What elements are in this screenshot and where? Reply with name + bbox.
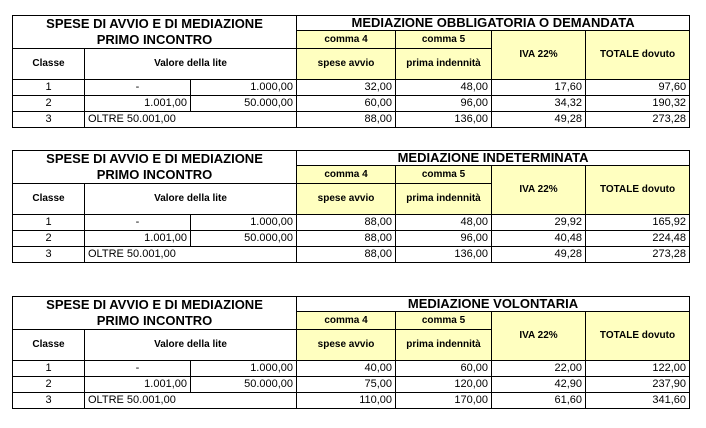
comma4-header: comma 4 xyxy=(297,312,396,330)
table-row xyxy=(13,231,690,247)
iva-cell: 49,28 xyxy=(492,247,586,263)
valore-a-cell: 1.000,00 xyxy=(191,80,297,96)
spese-avvio-header: spese avvio xyxy=(297,49,396,80)
comma4-header: comma 4 xyxy=(297,31,396,49)
table-row xyxy=(13,247,690,263)
comma4-header: comma 4 xyxy=(297,166,396,184)
classe-header: Classe xyxy=(13,49,85,80)
valore-oltre-cell: OLTRE 50.001,00 xyxy=(85,393,297,409)
valore-a-cell: 50.000,00 xyxy=(191,377,297,393)
classe-cell: 1 xyxy=(13,215,85,231)
valore-lite-header: Valore della lite xyxy=(85,184,297,215)
valore-da-cell: - xyxy=(85,215,191,231)
valore-lite-header: Valore della lite xyxy=(85,49,297,80)
iva-cell: 61,60 xyxy=(492,393,586,409)
prima-indennita-header: prima indennità xyxy=(396,184,492,215)
classe-cell: 2 xyxy=(13,231,85,247)
left-header-line1: SPESE DI AVVIO E DI MEDIAZIONE xyxy=(46,151,263,166)
table-title: MEDIAZIONE OBBLIGATORIA O DEMANDATA xyxy=(297,16,690,31)
valore-da-cell: - xyxy=(85,80,191,96)
table-row xyxy=(13,393,690,409)
left-header-line1: SPESE DI AVVIO E DI MEDIAZIONE xyxy=(46,297,263,312)
totale-cell: 97,60 xyxy=(586,80,690,96)
indennita-cell: 48,00 xyxy=(396,80,492,96)
totale-cell: 190,32 xyxy=(586,96,690,112)
valore-a-cell: 1.000,00 xyxy=(191,361,297,377)
spese-cell: 88,00 xyxy=(297,112,396,128)
indennita-cell: 60,00 xyxy=(396,361,492,377)
table-mediazione-indeterminata xyxy=(12,150,690,263)
classe-header: Classe xyxy=(13,184,85,215)
classe-cell: 3 xyxy=(13,247,85,263)
left-header xyxy=(13,151,297,184)
valore-lite-header: Valore della lite xyxy=(85,330,297,361)
totale-cell: 224,48 xyxy=(586,231,690,247)
valore-da-cell: - xyxy=(85,361,191,377)
prima-indennita-header: prima indennità xyxy=(396,49,492,80)
table-row xyxy=(13,361,690,377)
valore-da-cell: 1.001,00 xyxy=(85,377,191,393)
comma5-header: comma 5 xyxy=(396,166,492,184)
table-mediazione-obbligatoria xyxy=(12,15,690,128)
spese-cell: 40,00 xyxy=(297,361,396,377)
iva-cell: 40,48 xyxy=(492,231,586,247)
iva-cell: 17,60 xyxy=(492,80,586,96)
prima-indennita-header: prima indennità xyxy=(396,330,492,361)
valore-da-cell: 1.001,00 xyxy=(85,96,191,112)
indennita-cell: 48,00 xyxy=(396,215,492,231)
iva-cell: 22,00 xyxy=(492,361,586,377)
iva-header: IVA 22% xyxy=(492,31,586,80)
valore-oltre-cell: OLTRE 50.001,00 xyxy=(85,247,297,263)
totale-cell: 273,28 xyxy=(586,247,690,263)
classe-header: Classe xyxy=(13,330,85,361)
valore-da-cell: 1.001,00 xyxy=(85,231,191,247)
left-header-line2: PRIMO INCONTRO xyxy=(96,167,213,182)
valore-a-cell: 1.000,00 xyxy=(191,215,297,231)
totale-cell: 165,92 xyxy=(586,215,690,231)
left-header-line2: PRIMO INCONTRO xyxy=(96,313,213,328)
totale-cell: 273,28 xyxy=(586,112,690,128)
valore-oltre-cell: OLTRE 50.001,00 xyxy=(85,112,297,128)
left-header xyxy=(13,297,297,330)
spese-cell: 32,00 xyxy=(297,80,396,96)
left-header-line1: SPESE DI AVVIO E DI MEDIAZIONE xyxy=(46,16,263,31)
spese-avvio-header: spese avvio xyxy=(297,184,396,215)
iva-header: IVA 22% xyxy=(492,312,586,361)
table-row xyxy=(13,80,690,96)
table-title: MEDIAZIONE INDETERMINATA xyxy=(297,151,690,166)
spese-cell: 75,00 xyxy=(297,377,396,393)
valore-a-cell: 50.000,00 xyxy=(191,96,297,112)
left-header xyxy=(13,16,297,49)
comma5-header: comma 5 xyxy=(396,31,492,49)
indennita-cell: 170,00 xyxy=(396,393,492,409)
spese-avvio-header: spese avvio xyxy=(297,330,396,361)
table-mediazione-volontaria xyxy=(12,296,690,409)
classe-cell: 2 xyxy=(13,377,85,393)
spese-cell: 88,00 xyxy=(297,215,396,231)
indennita-cell: 136,00 xyxy=(396,112,492,128)
table-row xyxy=(13,377,690,393)
valore-a-cell: 50.000,00 xyxy=(191,231,297,247)
table-title: MEDIAZIONE VOLONTARIA xyxy=(297,297,690,312)
left-header-line2: PRIMO INCONTRO xyxy=(96,32,213,47)
classe-cell: 1 xyxy=(13,361,85,377)
iva-cell: 34,32 xyxy=(492,96,586,112)
totale-header: TOTALE dovuto xyxy=(586,166,690,215)
table-row xyxy=(13,215,690,231)
iva-cell: 29,92 xyxy=(492,215,586,231)
iva-cell: 49,28 xyxy=(492,112,586,128)
totale-header: TOTALE dovuto xyxy=(586,31,690,80)
indennita-cell: 120,00 xyxy=(396,377,492,393)
table-row xyxy=(13,112,690,128)
spese-cell: 88,00 xyxy=(297,247,396,263)
indennita-cell: 96,00 xyxy=(396,96,492,112)
indennita-cell: 136,00 xyxy=(396,247,492,263)
totale-cell: 237,90 xyxy=(586,377,690,393)
table-row xyxy=(13,96,690,112)
indennita-cell: 96,00 xyxy=(396,231,492,247)
classe-cell: 3 xyxy=(13,112,85,128)
classe-cell: 1 xyxy=(13,80,85,96)
spese-cell: 88,00 xyxy=(297,231,396,247)
spese-cell: 110,00 xyxy=(297,393,396,409)
totale-cell: 341,60 xyxy=(586,393,690,409)
spese-cell: 60,00 xyxy=(297,96,396,112)
iva-header: IVA 22% xyxy=(492,166,586,215)
classe-cell: 3 xyxy=(13,393,85,409)
totale-cell: 122,00 xyxy=(586,361,690,377)
comma5-header: comma 5 xyxy=(396,312,492,330)
iva-cell: 42,90 xyxy=(492,377,586,393)
classe-cell: 2 xyxy=(13,96,85,112)
totale-header: TOTALE dovuto xyxy=(586,312,690,361)
